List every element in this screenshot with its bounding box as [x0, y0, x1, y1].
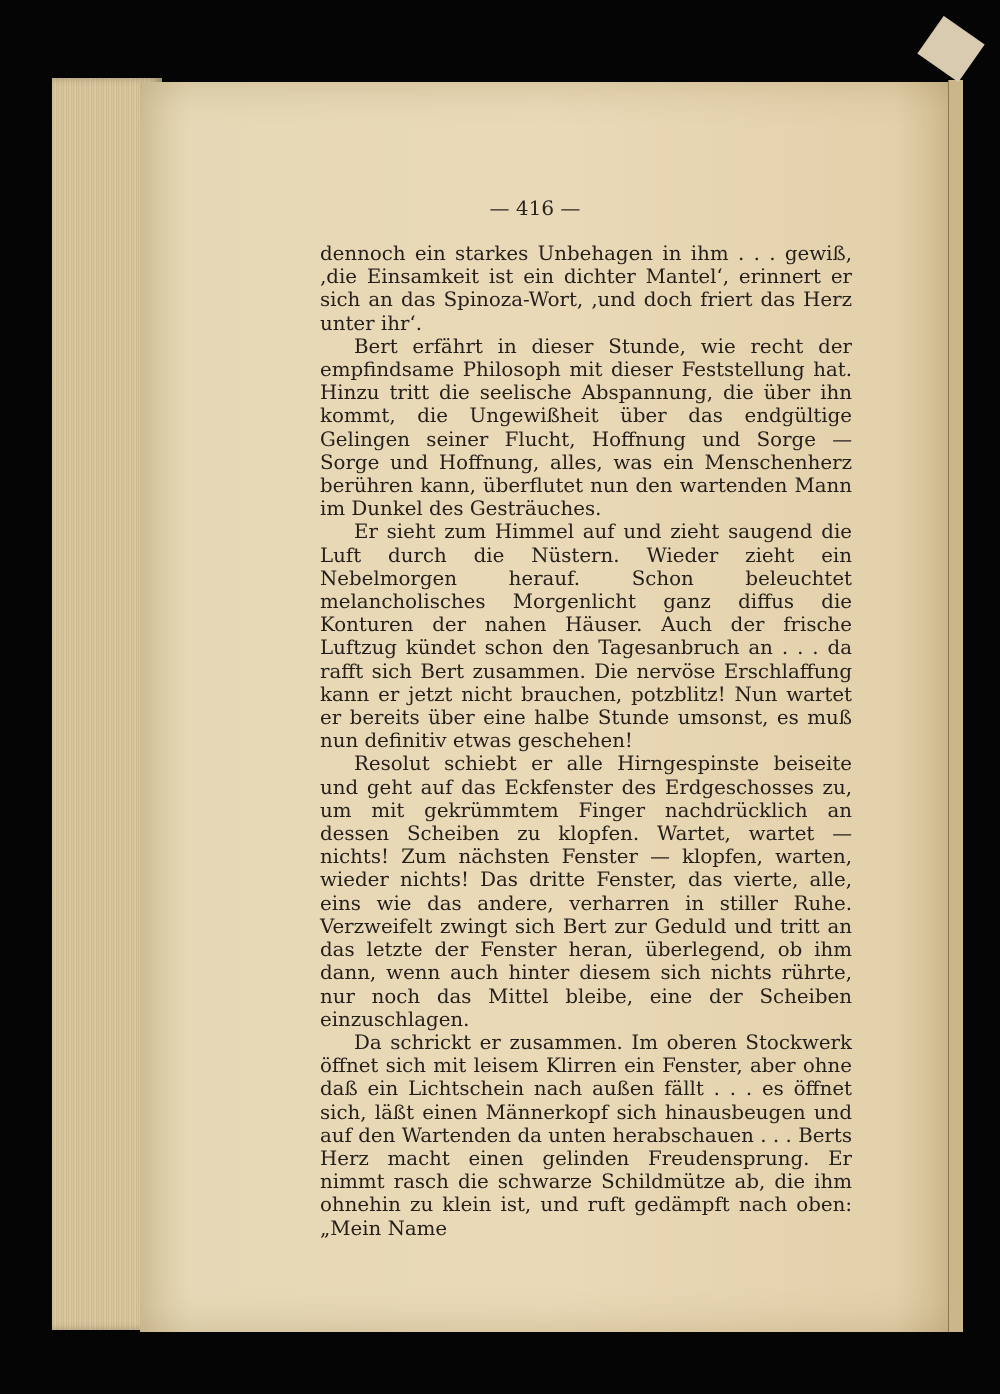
paragraph: Resolut schiebt er alle Hirngespinste beiseite und geht auf das Eckfenster des Erdgeschosses zu, um mit gekrümmtem Finger nachdrücklich an dessen Scheiben zu klopfen. Wartet, wartet — nichts! Zum nächsten Fenster — klopfen, warten, wieder nichts! Das dritte Fenster, das vierte, alle, eins wie das andere, verharren in stiller Ruhe. Verzweifelt zwingt sich Bert zur Geduld und tritt an das letzte der Fenster heran, überlegend, ob ihm dann, wenn auch hinter diesem sich nichts rührte, nur noch das Mittel bleibe, eine der Scheiben einzuschlagen. [320, 752, 852, 1031]
paragraph: Da schrickt er zusammen. Im oberen Stockwerk öffnet sich mit leisem Klirren ein Fenster, aber ohne daß ein Lichtschein nach außen fällt . . . es öffnet sich, läßt einen Männerkopf sich hinausbeugen und auf den Wartenden da unten herabschauen . . . Berts Herz macht einen gelinden Freudensprung. Er nimmt rasch die schwarze Schildmütze ab, die ihm ohnehin zu klein ist, und ruft gedämpft nach oben: „Mein Name [320, 1030, 852, 1240]
page-number: — 416 — [489, 196, 581, 220]
paragraph: dennoch ein starkes Unbehagen in ihm . . . gewiß, ‚die Einsamkeit ist ein dichter Mantel‘, erinnert er sich an das Spinoza-Wort, ‚und doch friert das Herz unter ihr‘. [320, 242, 852, 335]
paragraph: Er sieht zum Himmel auf und zieht saugend die Luft durch die Nüstern. Wieder zieht ein Nebelmorgen herauf. Schon beleuchtet melancholisches Morgenlicht ganz diffus die Konturen der nahen Häuser. Auch der frische Luftzug kündet schon den Tagesanbruch an . . . da rafft sich Bert zusammen. Die nervöse Erschlaffung kann er jetzt nicht brauchen, potzblitz! Nun wartet er bereits über eine halbe Stunde umsonst, es muß nun definitiv etwas geschehen! [320, 520, 852, 753]
body-text [320, 242, 852, 1240]
binding-edge [948, 80, 963, 1332]
paper-tab [917, 16, 984, 82]
paragraph: Bert erfährt in dieser Stunde, wie recht der empfindsame Philosoph mit dieser Feststellung hat. Hinzu tritt die seelische Abspannung, die über ihn kommt, die Ungewißheit über das endgültige Gelingen seiner Flucht, Hoffnung und Sorge — Sorge und Hoffnung, alles, was ein Menschenherz berühren kann, überflutet nun den wartenden Mann im Dunkel des Gesträuches. [320, 334, 852, 521]
